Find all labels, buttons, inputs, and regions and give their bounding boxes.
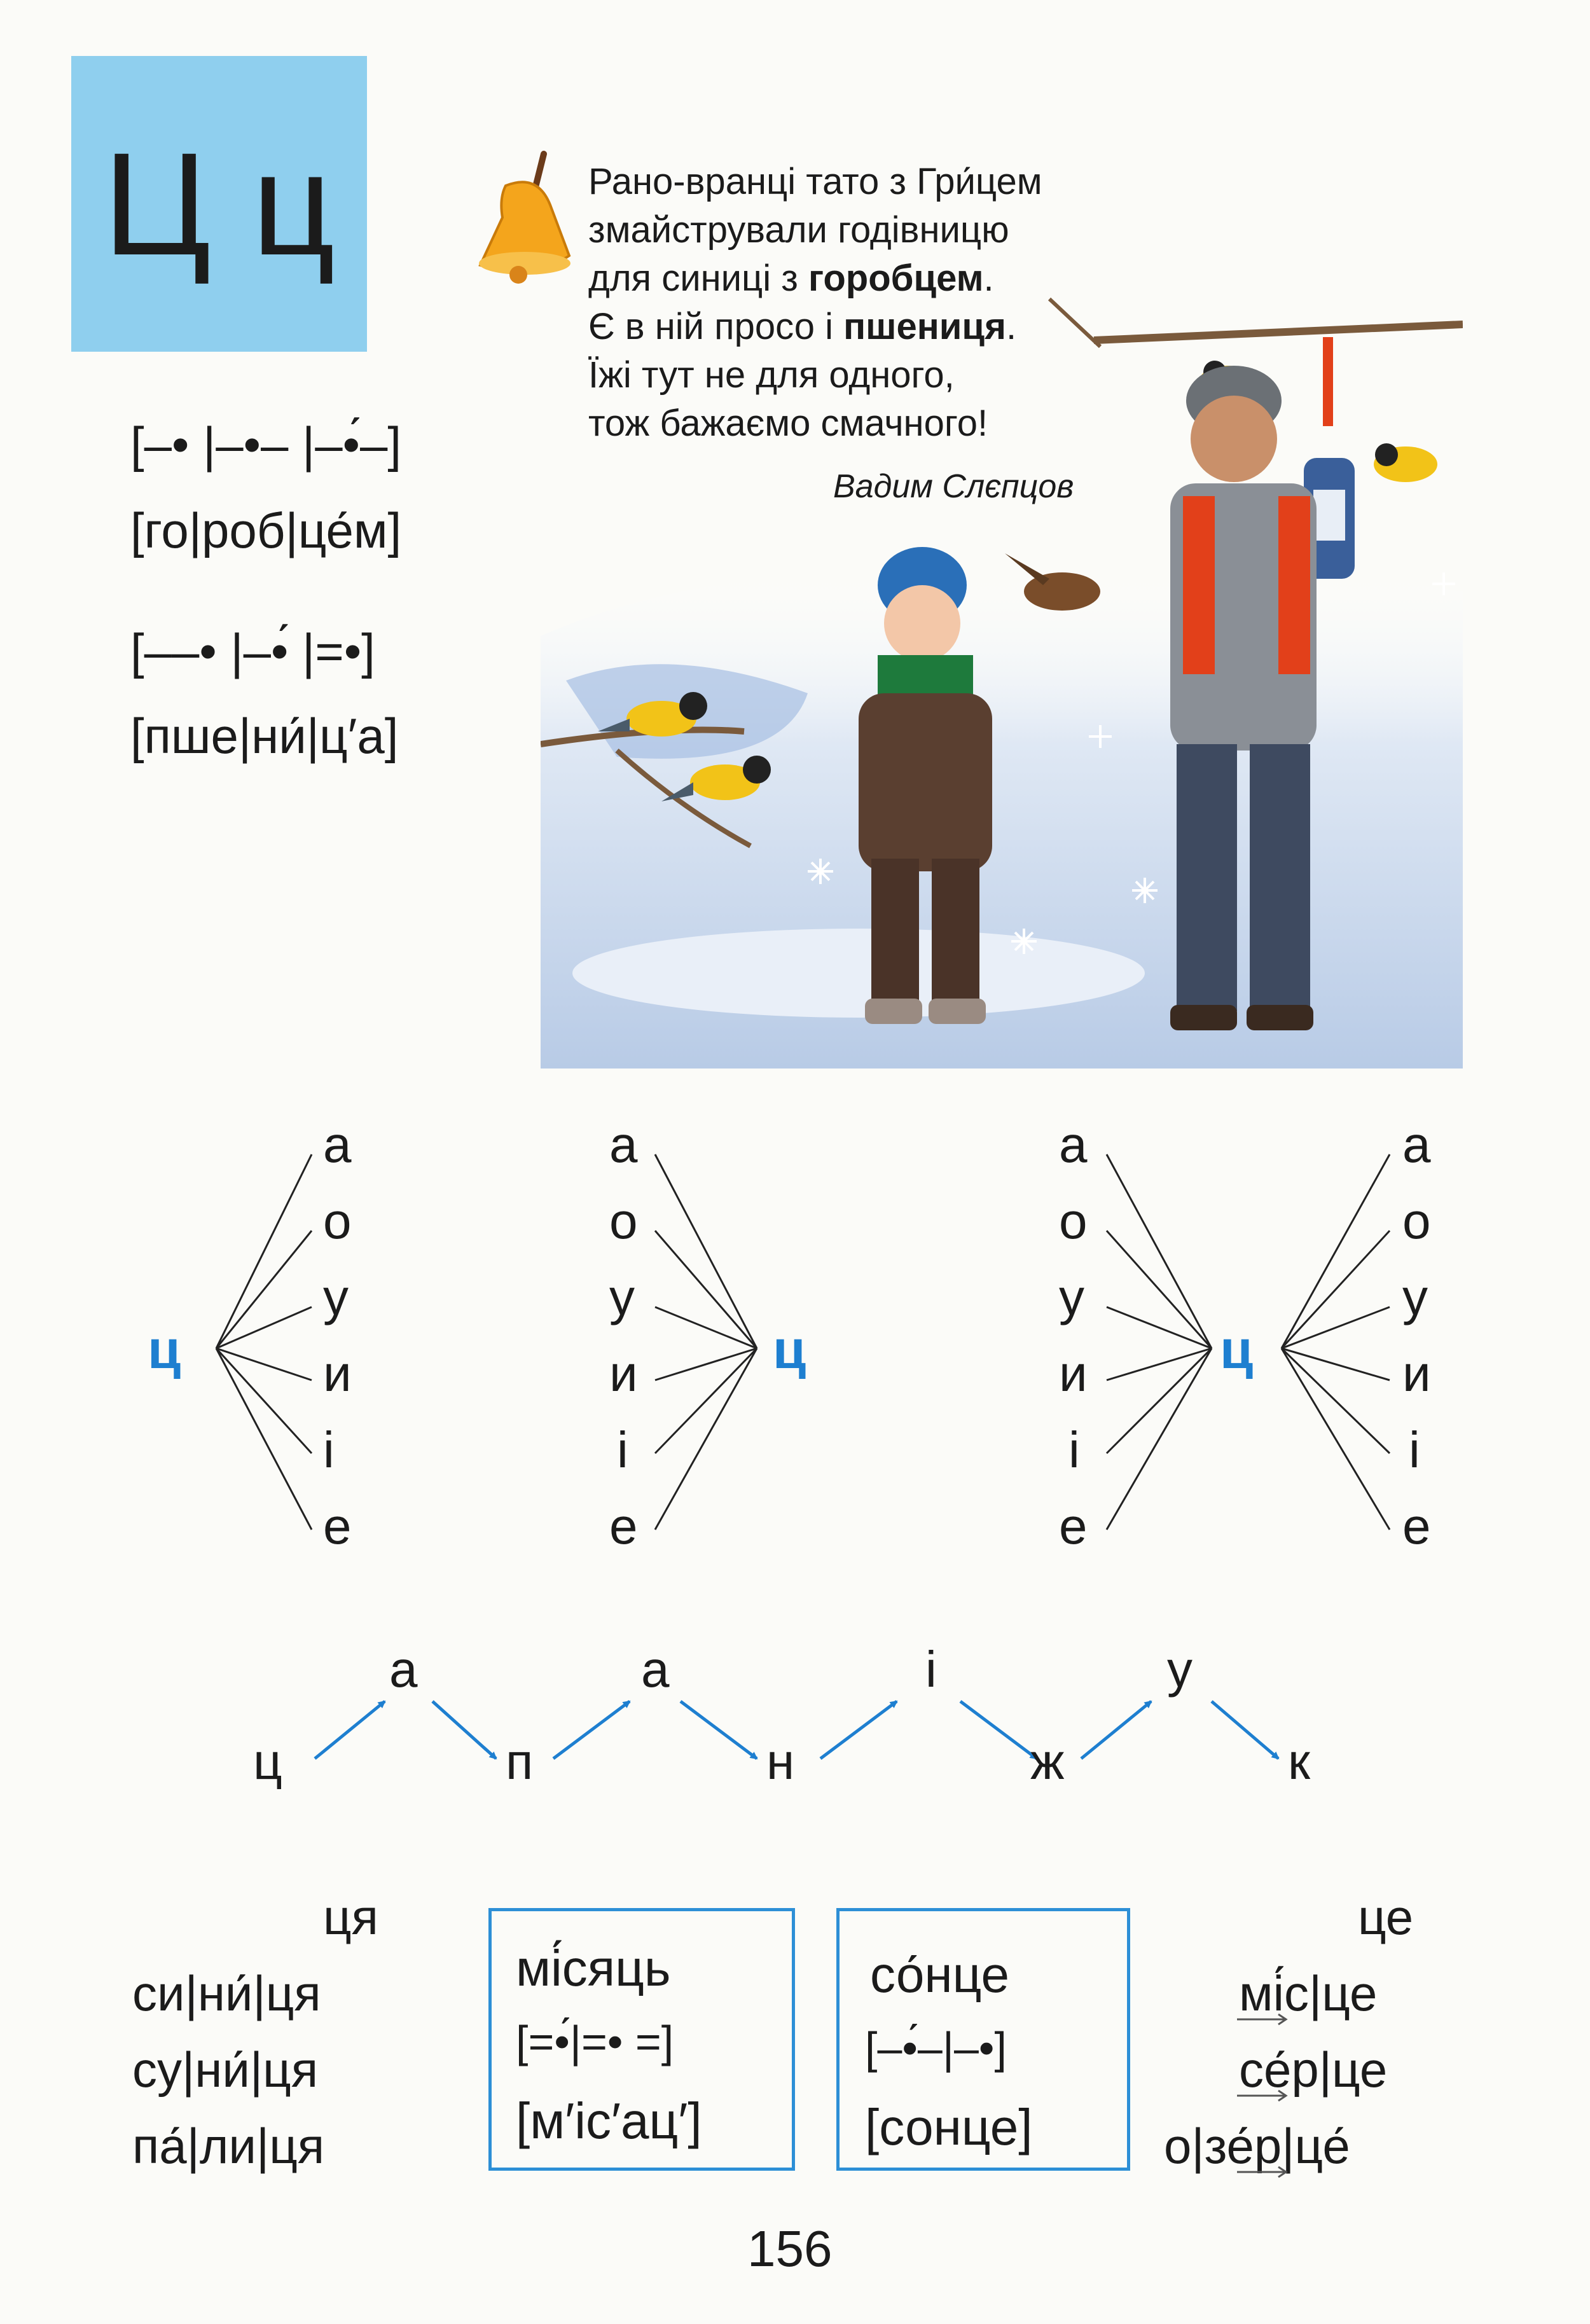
vowel: и — [323, 1345, 352, 1402]
word-syllable: су|ни́|ця — [132, 2042, 319, 2098]
chain-letter: а — [641, 1641, 670, 1698]
vowel: у — [323, 1269, 349, 1325]
word-syllable: ця — [323, 1889, 378, 1945]
vowel: и — [609, 1345, 638, 1402]
vowel: і — [1409, 1421, 1420, 1478]
vowel: а — [323, 1116, 352, 1173]
chain-letter: і — [925, 1641, 937, 1698]
vowel: о — [323, 1193, 352, 1249]
consonant-ts: ц — [148, 1320, 181, 1380]
letter-box — [71, 56, 367, 352]
winter-illustration — [541, 286, 1463, 1069]
poem-line: Їжі тут не для одного, — [588, 354, 955, 396]
chain-letter: ц — [253, 1733, 282, 1790]
titmouse-bird — [1374, 443, 1437, 482]
chain-arrows — [0, 1628, 1590, 1819]
vowel: а — [1402, 1116, 1431, 1173]
box-scheme: [=•́|=• =] — [516, 2017, 674, 2066]
chain-letter: к — [1288, 1733, 1310, 1790]
box-word: со́нце — [870, 1946, 1009, 2003]
word-syllable: си|ни́|ця — [132, 1965, 321, 2021]
word-syllable: це — [1358, 1889, 1414, 1945]
word-syllable: мі́с|це — [1239, 1965, 1378, 2021]
bell-icon — [467, 148, 576, 287]
box-word: мі́сяць — [516, 1940, 671, 1996]
chain-letter: у — [1167, 1641, 1192, 1698]
chain-letter: н — [766, 1733, 795, 1790]
vowel: о — [1059, 1193, 1088, 1249]
poem-line: Є в ній просо і пшениця. — [588, 306, 1017, 347]
vowel: е — [1059, 1498, 1088, 1554]
consonant-ts: ц — [1220, 1320, 1254, 1380]
vowel: у — [1059, 1269, 1084, 1325]
vowel: о — [1402, 1193, 1431, 1249]
word-syllable: па́|ли|ця — [132, 2118, 325, 2174]
poem-line: змайстрували годівницю — [588, 209, 1009, 251]
box-scheme: [–•́–|–•] — [865, 2023, 1007, 2073]
vowel: е — [323, 1498, 352, 1554]
poem-line: Рано-вранці тато з Гри́цем — [588, 161, 1042, 202]
page-number: 156 — [747, 2220, 833, 2277]
poem-line: тож бажаємо смачного! — [588, 403, 988, 444]
consonant-ts: ц — [773, 1320, 806, 1380]
vowel: у — [1402, 1269, 1428, 1325]
vowel: и — [1059, 1345, 1088, 1402]
poem-author: Вадим Слєпцов — [833, 468, 1074, 505]
vowel: а — [609, 1116, 638, 1173]
poem-line: для синиці з горобцем. — [588, 258, 994, 299]
word-box-sontse — [836, 1908, 1130, 2171]
sound-scheme-1: [–• |–•– |–•́–] — [130, 417, 402, 473]
vowel: у — [609, 1269, 635, 1325]
syllable-arrows — [1234, 2013, 1304, 2178]
transcription-word-2: [пше|ни́|ц′а] — [130, 708, 399, 764]
word-box-misiats — [488, 1908, 795, 2171]
word-syllable: о|зе́р|це́ — [1164, 2118, 1350, 2174]
vowel: а — [1059, 1116, 1088, 1173]
chain-letter: а — [389, 1641, 418, 1698]
box-transcription: [сонце] — [865, 2099, 1033, 2155]
sound-scheme-2: [––• |–•́ |=•] — [130, 623, 375, 679]
word-syllable: се́р|це — [1239, 2042, 1388, 2098]
vowel: і — [617, 1421, 628, 1478]
vowel: е — [609, 1498, 638, 1554]
chain-letter: п — [506, 1733, 534, 1790]
vowel: е — [1402, 1498, 1431, 1554]
vowel: и — [1402, 1345, 1431, 1402]
box-transcription: [м′іс′ац′] — [516, 2092, 702, 2149]
vowel: і — [323, 1421, 335, 1478]
chain-letter: ж — [1030, 1733, 1065, 1790]
transcription-word-1: [го|роб|це́м] — [130, 502, 402, 558]
vowel: і — [1068, 1421, 1080, 1478]
vowel: о — [609, 1193, 638, 1249]
letter-title: Ц ц — [102, 121, 336, 286]
